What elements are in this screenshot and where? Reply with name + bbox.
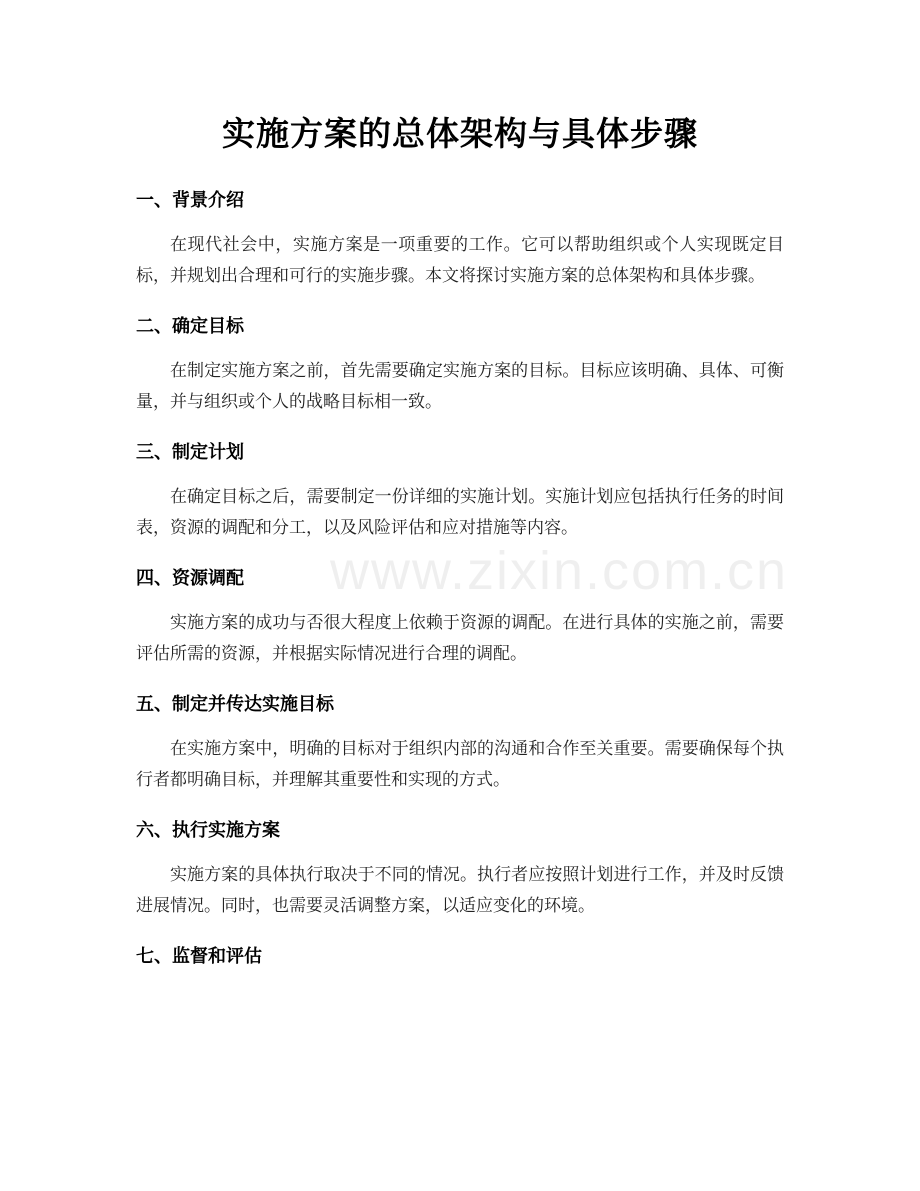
section-execute xyxy=(136,816,784,922)
section-resources xyxy=(136,564,784,670)
section-goals xyxy=(136,312,784,418)
section-communicate-goals xyxy=(136,690,784,796)
section-paragraph: 在确定目标之后，需要制定一份详细的实施计划。实施计划应包括执行任务的时间表，资源的调配和分工，以及风险评估和应对措施等内容。 xyxy=(136,487,784,538)
section-background xyxy=(136,186,784,292)
section-heading: 六、执行实施方案 xyxy=(136,820,280,841)
document-body xyxy=(136,186,784,986)
section-heading: 二、确定目标 xyxy=(136,316,244,337)
section-paragraph: 实施方案的具体执行取决于不同的情况。执行者应按照计划进行工作，并及时反馈进展情况。同时，也需要灵活调整方案，以适应变化的环境。 xyxy=(136,865,784,916)
document-title: 实施方案的总体架构与具体步骤 xyxy=(222,114,698,153)
section-monitor xyxy=(136,942,784,972)
section-paragraph: 在现代社会中，实施方案是一项重要的工作。它可以帮助组织或个人实现既定目标，并规划出合理和可行的实施步骤。本文将探讨实施方案的总体架构和具体步骤。 xyxy=(136,235,784,286)
watermark: www.zixin.com.cn xyxy=(330,541,789,601)
section-paragraph: 在制定实施方案之前，首先需要确定实施方案的目标。目标应该明确、具体、可衡量，并与组织或个人的战略目标相一致。 xyxy=(136,361,784,412)
section-paragraph: 实施方案的成功与否很大程度上依赖于资源的调配。在进行具体的实施之前，需要评估所需的资源，并根据实际情况进行合理的调配。 xyxy=(136,613,784,664)
section-heading: 五、制定并传达实施目标 xyxy=(136,694,334,715)
section-heading: 七、监督和评估 xyxy=(136,946,262,967)
section-paragraph: 在实施方案中，明确的目标对于组织内部的沟通和合作至关重要。需要确保每个执行者都明确目标，并理解其重要性和实现的方式。 xyxy=(136,739,784,790)
section-heading: 四、资源调配 xyxy=(136,568,244,589)
section-plan xyxy=(136,438,784,544)
section-heading: 三、制定计划 xyxy=(136,442,244,463)
section-heading: 一、背景介绍 xyxy=(136,190,244,211)
